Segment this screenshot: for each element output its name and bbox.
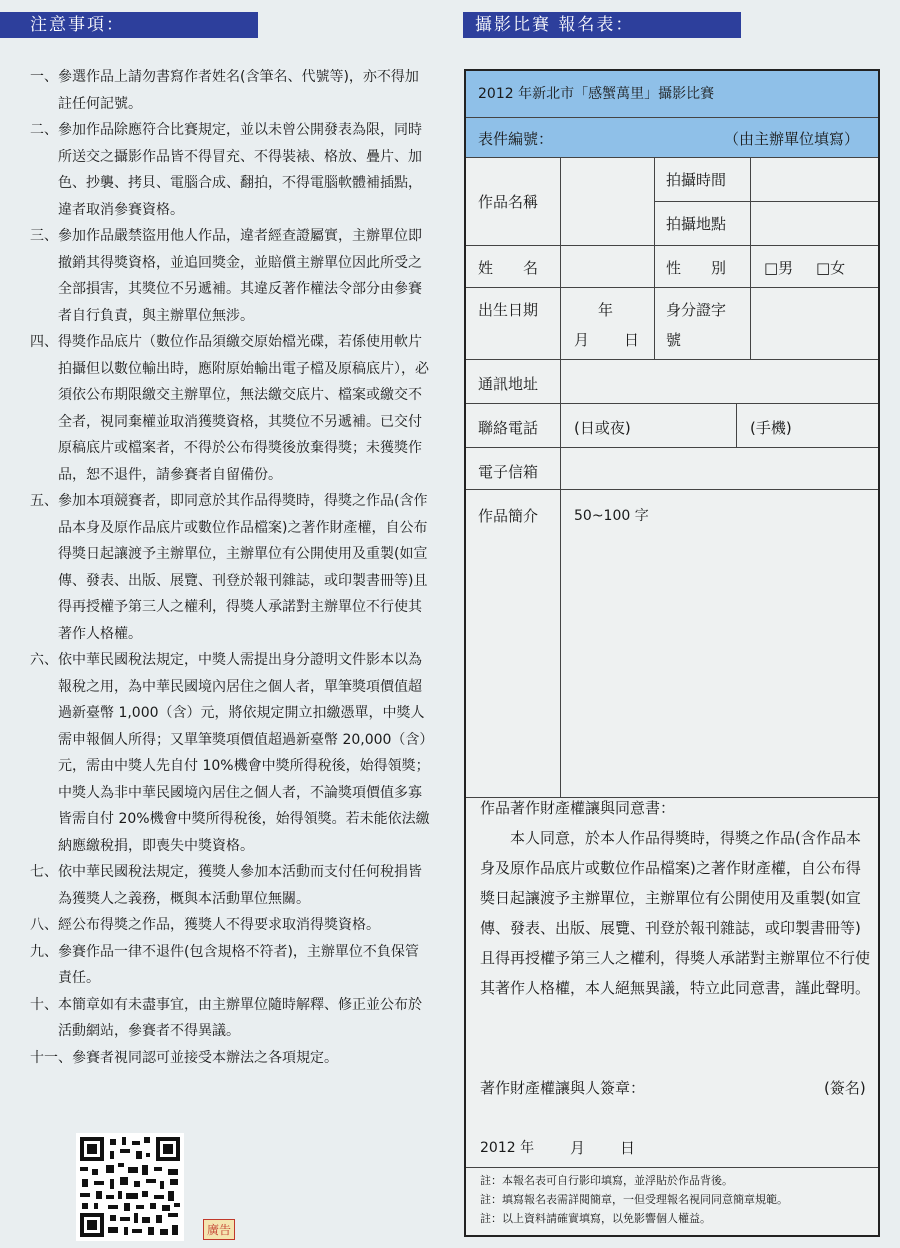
intro-field[interactable] xyxy=(561,531,877,795)
sign-note[interactable]: (簽名) xyxy=(824,1079,866,1097)
shoot-place-label: 拍攝地點 xyxy=(666,215,727,233)
rule-text: 參賽者視同認可並接受本辦法之各項規定。 xyxy=(72,1049,338,1066)
shoot-time-label: 拍攝時間 xyxy=(666,171,727,189)
rule-number: 八、 xyxy=(30,917,58,933)
ad-label: 廣告 xyxy=(203,1219,235,1240)
rules-list xyxy=(30,64,430,1071)
intro-note: 50~100 字 xyxy=(574,508,649,524)
id-label-line1: 身分證字 xyxy=(666,301,727,319)
rule-item xyxy=(30,488,430,647)
birth-day-label: 日 xyxy=(624,331,640,349)
rule-number: 三、 xyxy=(30,228,58,244)
notice-header: 注意事項： xyxy=(0,12,258,38)
rule-text: 得獎作品底片（數位作品須繳交原始檔光碟，若係使用軟片拍攝但以數位輸出時，應附原始輸出電子檔及原稿底片），必須依公布期限繳交主辦單位，無法繳交底片、檔案或繳交不全者，視同棄權並取消獲獎資格，其獎位不另遞補。已交付原稿底片或檔案者，不得於公布得獎後放棄得獎；未獲獎作品，恕不退件，請參賽者自留備份。 xyxy=(58,334,429,483)
consent-section xyxy=(480,793,870,1003)
form-title-row xyxy=(466,71,878,117)
id-label-line2: 號 xyxy=(666,331,682,349)
address-field[interactable] xyxy=(561,360,877,402)
shoot-time-field[interactable] xyxy=(751,158,877,200)
note-item: 註：填寫報名表需詳閱簡章，一但受理報名視同同意簡章規範。 xyxy=(480,1193,788,1206)
rule-number: 十一、 xyxy=(30,1049,72,1066)
intro-label: 作品簡介 xyxy=(478,507,539,525)
work-name-label: 作品名稱 xyxy=(478,193,539,211)
rule-text: 參賽作品一律不退件(包含規格不符者)，主辦單位不負保管責任。 xyxy=(58,943,419,986)
shoot-place-field[interactable] xyxy=(751,202,877,244)
entry-form xyxy=(464,69,880,1237)
rule-item xyxy=(30,859,430,912)
rule-number: 六、 xyxy=(30,652,58,668)
rule-item xyxy=(30,647,430,859)
form-notes xyxy=(480,1171,870,1228)
form-number-note: （由主辦單位填寫） xyxy=(724,130,860,148)
rule-text: 經公布得獎之作品，獲獎人不得要求取消得獎資格。 xyxy=(58,917,380,933)
rule-item xyxy=(30,64,430,117)
form-number-label: 表件編號： xyxy=(478,130,554,148)
form-header: 攝影比賽 報名表： xyxy=(463,12,741,38)
birth-month-label: 月 xyxy=(574,331,590,349)
rule-text: 依中華民國稅法規定，獲獎人參加本活動而支付任何稅捐皆為獲獎人之義務，概與本活動單位無關。 xyxy=(58,864,422,907)
rule-item xyxy=(30,329,430,488)
work-name-field[interactable] xyxy=(561,158,653,244)
gender-label: 性 別 xyxy=(666,259,727,277)
phone-day-night-label[interactable]: (日或夜) xyxy=(574,419,631,437)
rule-text: 參加作品除應符合比賽規定，並以未曾公開發表為限，同時所送交之攝影作品皆不得冒充、不得裝裱、格放、疊片、加色、抄襲、拷貝、電腦合成、翻拍，不得電腦軟體補插點，違者取消參賽資格。 xyxy=(58,122,422,218)
rule-text: 本簡章如有未盡事宜，由主辦單位隨時解釋、修正並公布於活動網站，參賽者不得異議。 xyxy=(58,996,422,1039)
rule-text: 參加作品嚴禁盜用他人作品，違者經查證屬實，主辦單位即撤銷其得獎資格，並追回獎金，並賠償主辦單位因此所受之全部損害，其獎位不另遞補。其違反著作權法令部分由參賽者自行負責，與主辦單位無涉。 xyxy=(58,228,422,324)
rule-item xyxy=(30,939,430,992)
phone-label: 聯絡電話 xyxy=(478,419,539,437)
rule-text: 參加本項競賽者，即同意於其作品得獎時，得獎之作品(含作品本身及原作品底片或數位作品檔案)之著作財產權，自公布得獎日起讓渡予主辦單位，主辦單位有公開使用及重製(如宣傳、發表、出版、展覽、刊登於報刊雜誌，或印製書冊等)且得再授權予第三人之權利，得獎人承諾對主辦單位不行使其著作人格權。 xyxy=(58,493,428,642)
form-number-row xyxy=(466,118,878,157)
address-label: 通訊地址 xyxy=(478,375,539,393)
qr-code-icon[interactable] xyxy=(76,1133,184,1241)
note-item: 註：以上資料請確實填寫，以免影響個人權益。 xyxy=(480,1212,711,1225)
rule-item xyxy=(30,992,430,1045)
form-title: 2012 年新北市「感蟹萬里」攝影比賽 xyxy=(478,86,715,102)
signer-label: 著作財產權讓與人簽章： xyxy=(480,1079,646,1097)
email-field[interactable] xyxy=(561,448,877,488)
rule-number: 七、 xyxy=(30,864,58,880)
date-month: 月 xyxy=(570,1139,586,1157)
rule-number: 五、 xyxy=(30,493,58,509)
rule-text: 依中華民國稅法規定，中獎人需提出身分證明文件影本以為報稅之用，為中華民國境內居住之個人者，單筆獎項價值超過新臺幣 1,000（含）元，將依規定開立扣繳憑單，中獎人需申報個人所得；又單筆獎項價值超過新臺幣 20,000（含）元，需由中獎人先自付 10%機會中獎所得稅後，始得領獎；中獎人為非中華民國境內居住之個人者，不論獎項價值多寡皆需自付 20%機會中獎所得稅後，始得領獎。若未能依法繳納應繳稅捐，即喪失中獎資格。 xyxy=(58,652,430,854)
email-label: 電子信箱 xyxy=(478,463,539,481)
rule-number: 二、 xyxy=(30,122,58,138)
birth-year-label: 年 xyxy=(598,301,614,319)
rule-item xyxy=(30,117,430,223)
rule-number: 九、 xyxy=(30,943,58,960)
name-field[interactable] xyxy=(561,246,653,286)
date-day: 日 xyxy=(620,1139,636,1157)
name-label: 姓 名 xyxy=(478,259,539,277)
consent-body: 本人同意，於本人作品得獎時，得獎之作品(含作品本身及原作品底片或數位作品檔案)之著作財產權，自公布得獎日起讓渡予主辦單位，主辦單位有公開使用及重製(如宣傳、發表、出版、展覽、刊登於報刊雜誌，或印製書冊等)且得再授權予第三人之權利，得獎人承諾對主辦單位不行使其著作人格權，本人絕無異議，特立此同意書，謹此聲明。 xyxy=(480,829,871,997)
rule-number: 四、 xyxy=(30,334,58,350)
note-item: 註：本報名表可自行影印填寫，並浮貼於作品背後。 xyxy=(480,1174,733,1187)
rule-number: 十、 xyxy=(30,996,58,1013)
male-checkbox[interactable]: □男 xyxy=(764,259,794,277)
id-field[interactable] xyxy=(751,288,877,358)
mobile-label[interactable]: (手機) xyxy=(750,419,792,437)
rule-item xyxy=(30,912,430,939)
consent-title: 作品著作財產權讓與同意書： xyxy=(480,799,676,817)
birth-label: 出生日期 xyxy=(478,301,539,319)
rule-number: 一、 xyxy=(30,69,58,85)
rule-item xyxy=(30,1045,430,1072)
female-checkbox[interactable]: □女 xyxy=(816,259,846,277)
date-year: 2012 年 xyxy=(480,1140,535,1156)
rule-item xyxy=(30,223,430,329)
rule-text: 參選作品上請勿書寫作者姓名(含筆名、代號等)，亦不得加註任何記號。 xyxy=(58,69,419,112)
